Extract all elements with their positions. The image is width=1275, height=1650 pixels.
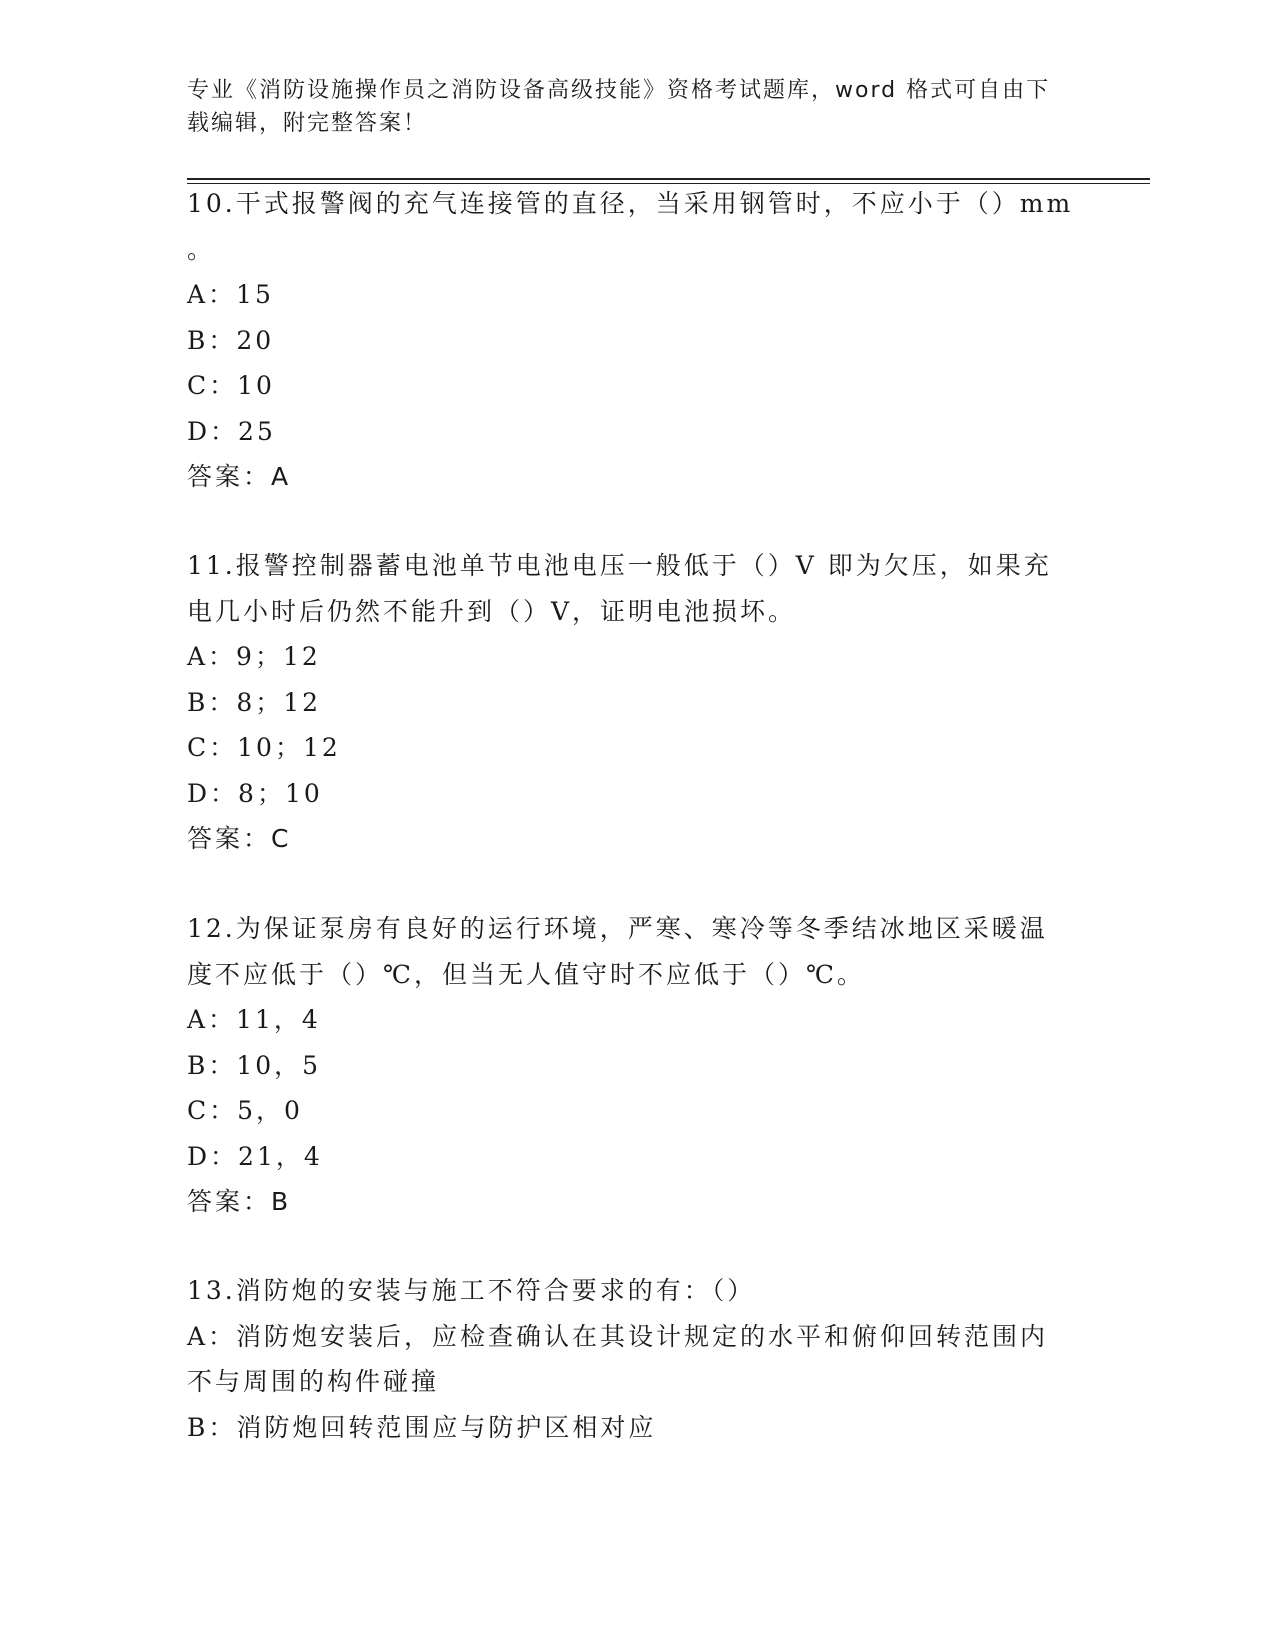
answer-label: 答案：C (187, 824, 292, 853)
option-b: B：20 (187, 325, 275, 355)
header-divider-thick (187, 178, 1150, 180)
question-12 (187, 906, 1067, 1225)
answer-label: 答案：A (187, 462, 292, 491)
option-d: D：21，4 (187, 1141, 323, 1171)
option-c: C：10；12 (187, 733, 341, 762)
header-line-2: 载编辑，附完整答案！ (187, 111, 428, 136)
option-a: A：11，4 (187, 1005, 321, 1034)
option-a: A：15 (187, 280, 274, 309)
question-stem-line: 13.消防炮的安装与施工不符合要求的有：（） (187, 1276, 756, 1305)
question-10 (187, 181, 1074, 500)
question-stem-line: 10.干式报警阀的充气连接管的直径，当采用钢管时，不应小于（）mm (187, 189, 1074, 218)
option-a: A：消防炮安装后，应检查确认在其设计规定的水平和俯仰回转范围内 (187, 1321, 1049, 1351)
option-c: C：5，0 (187, 1096, 303, 1125)
option-b: B：消防炮回转范围应与防护区相对应 (187, 1412, 657, 1442)
document-header (187, 74, 1067, 140)
option-b: B：10，5 (187, 1050, 322, 1080)
question-stem-line: 。 (187, 234, 216, 264)
option-a: A：9；12 (187, 642, 321, 671)
question-stem-line: 电几小时后仍然不能升到（）V，证明电池损坏。 (187, 596, 797, 626)
header-line-1: 专业《消防设施操作员之消防设备高级技能》资格考试题库，word 格式可自由下 (187, 78, 1051, 103)
question-13 (187, 1268, 1067, 1450)
option-c: C：10 (187, 371, 275, 400)
question-11 (187, 543, 1067, 862)
option-d: D：8；10 (187, 778, 323, 808)
option-d: D：25 (187, 416, 276, 446)
question-stem-line: 11.报警控制器蓄电池单节电池电压一般低于（）V 即为欠压，如果充 (187, 551, 1052, 580)
option-a-continuation: 不与周围的构件碰撞 (187, 1367, 440, 1396)
question-stem-line: 度不应低于（）℃，但当无人值守时不应低于（）℃。 (187, 959, 865, 989)
question-stem-line: 12.为保证泵房有良好的运行环境，严寒、寒冷等冬季结冰地区采暖温 (187, 914, 1048, 943)
answer-label: 答案：B (187, 1187, 292, 1216)
option-b: B：8；12 (187, 687, 322, 717)
